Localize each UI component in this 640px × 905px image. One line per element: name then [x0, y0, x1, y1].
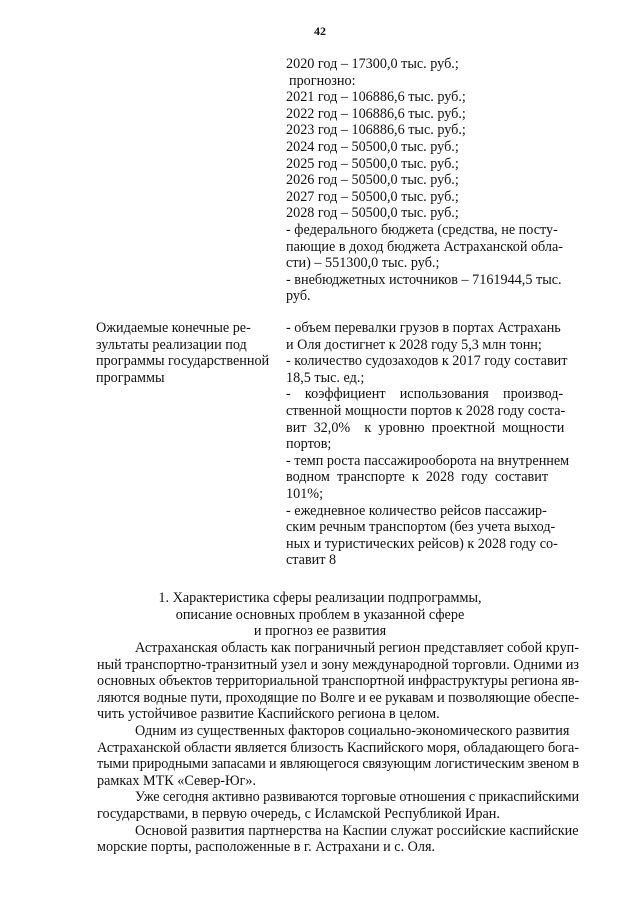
results-line: ским речным транспортом (без учета выход- — [286, 519, 556, 536]
heading-line: 1. Характеристика сферы реализации подпрограммы, — [158, 590, 482, 606]
results-line: ставит 8 — [286, 552, 337, 569]
results-label-line: программы — [96, 369, 165, 386]
funding-line: 2020 год – 17300,0 тыс. руб.; — [286, 56, 459, 72]
page-number: 42 — [314, 24, 326, 38]
results-line: - количество судозаходов к 2017 году составит — [286, 353, 568, 370]
results-line: и Оля достигнет к 2028 году 5,3 млн тонн; — [286, 336, 542, 353]
body-line: Астраханской области является близость Каспийского моря, обладающего бога- — [97, 739, 579, 756]
body-line: Одним из существенных факторов социально-экономического развития — [135, 722, 570, 739]
results-label-line: зультаты реализации под — [96, 336, 247, 353]
funding-section — [286, 56, 578, 305]
funding-line: прогнозно: — [289, 72, 356, 89]
body-line: тыми природными запасами и являющегося связующим логистическим звеном в — [97, 756, 579, 773]
results-line: 18,5 тыс. ед.; — [286, 369, 365, 386]
results-line: - коэффициент использования производ- — [286, 386, 564, 403]
funding-line: 2024 год – 50500,0 тыс. руб.; — [286, 138, 459, 155]
funding-line: 2027 год – 50500,0 тыс. руб.; — [286, 188, 459, 205]
body-line: ный транспортно-транзитный узел и зону международной торговли. Одними из — [97, 656, 579, 673]
body-text — [97, 640, 579, 856]
results-section — [286, 320, 578, 569]
body-line: государствами, в первую очередь, с Исламской Республикой Иран. — [97, 805, 500, 822]
funding-line: пающие в доход бюджета Астраханской обла- — [286, 238, 564, 255]
funding-line: 2025 год – 50500,0 тыс. руб.; — [286, 155, 459, 172]
heading-line: и прогноз ее развития — [253, 623, 387, 640]
body-line: основных объектов территориальной транспортной инфраструктуры региона яв- — [97, 673, 579, 690]
results-label-line: программы государственной — [96, 353, 270, 370]
funding-line: 2028 год – 50500,0 тыс. руб.; — [286, 205, 459, 222]
body-line: морские порты, расположенные в г. Астрахани и с. Оля. — [97, 839, 436, 856]
results-line: - ежедневное количество рейсов пассажир- — [286, 502, 547, 519]
body-line: Астраханская область как пограничный регион представляет собой круп- — [135, 640, 579, 656]
funding-line: сти) – 551300,0 тыс. руб.; — [286, 255, 440, 272]
results-label-line: Ожидаемые конечные ре- — [96, 320, 251, 336]
body-line: ляются водные пути, проходящие по Волге и ее рукавам и позволяющие обеспе- — [97, 689, 579, 706]
heading-line: описание основных проблем в указанной сфере — [175, 606, 465, 623]
results-line: - объем перевалки грузов в портах Астрахань — [286, 320, 561, 336]
results-line: водном транспорте к 2028 году составит — [286, 469, 549, 486]
funding-line: 2026 год – 50500,0 тыс. руб.; — [286, 172, 459, 189]
results-line: портов; — [286, 436, 332, 453]
results-label — [96, 320, 286, 386]
results-line: вит 32,0% к уровню проектной мощности — [286, 419, 565, 436]
body-line: Основой развития партнерства на Каспии служат российские каспийские — [135, 822, 579, 839]
results-line: 101%; — [286, 485, 324, 502]
funding-line: 2021 год – 106886,6 тыс. руб.; — [286, 89, 466, 106]
body-line: рамках МТК «Север-Юг». — [97, 772, 257, 789]
body-line: Уже сегодня активно развиваются торговые отношения с прикаспийскими — [135, 789, 579, 806]
funding-line: - федерального бюджета (средства, не посту- — [286, 221, 558, 238]
section-heading — [60, 590, 580, 640]
funding-line: руб. — [286, 288, 311, 305]
results-line: ных и туристических рейсов) к 2028 году со- — [286, 535, 558, 552]
funding-line: 2022 год – 106886,6 тыс. руб.; — [286, 105, 466, 122]
results-line: ственной мощности портов к 2028 году соста- — [286, 402, 566, 419]
results-line: - темп роста пассажирооборота на внутреннем — [286, 452, 570, 469]
body-line: чить устойчивое развитие Каспийского региона в целом. — [97, 706, 440, 723]
funding-line: - внебюджетных источников – 7161944,5 тыс. — [286, 271, 562, 288]
funding-line: 2023 год – 106886,6 тыс. руб.; — [286, 122, 466, 139]
